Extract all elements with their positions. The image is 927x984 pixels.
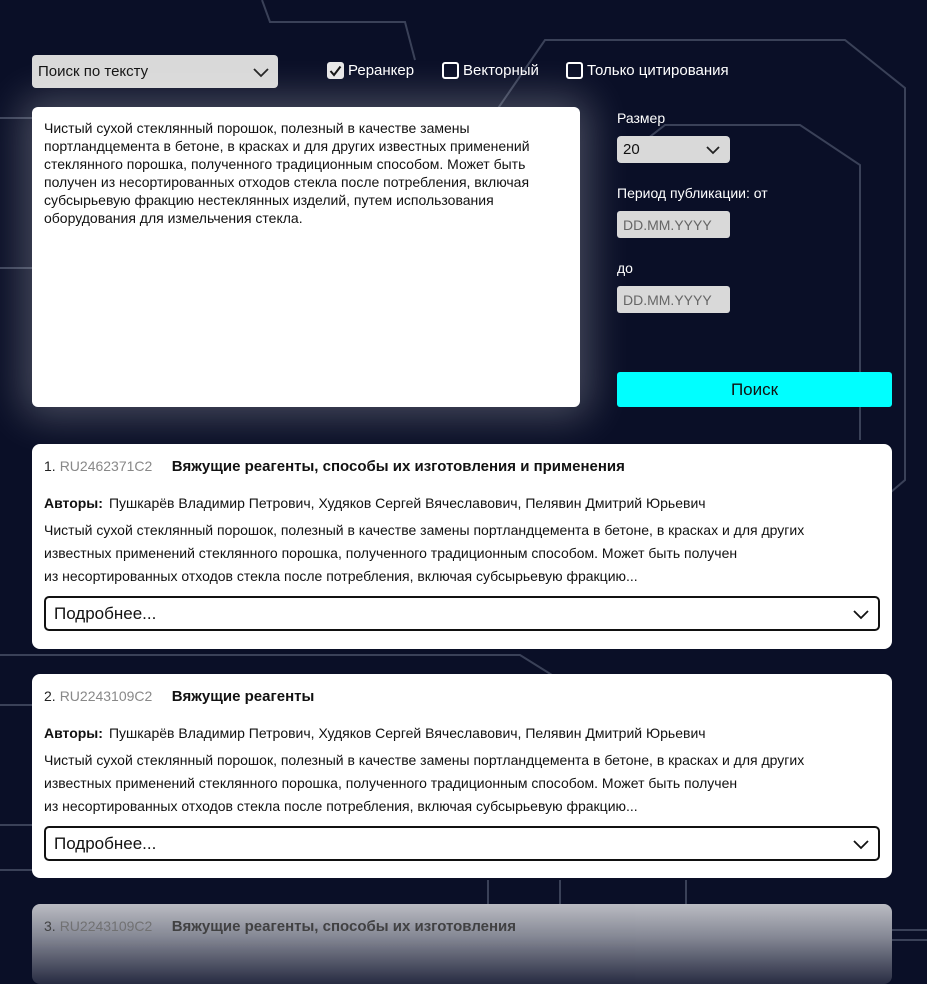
vector-checkbox[interactable] — [442, 62, 539, 79]
size-label: Размер — [617, 110, 666, 126]
date-to-input[interactable]: DD.MM.YYYY — [617, 286, 730, 313]
authors-label: Авторы: — [44, 725, 103, 741]
result-number: 1. — [44, 458, 56, 474]
citations-only-label: Только цитирования — [587, 62, 729, 79]
period-to-label: до — [617, 260, 633, 276]
result-title[interactable]: Вяжущие реагенты, способы их изготовления и применения — [171, 458, 625, 475]
result-card — [32, 904, 892, 984]
result-number: 3. — [44, 918, 56, 934]
checkbox-checked-icon — [327, 62, 344, 79]
date-from-input[interactable]: DD.MM.YYYY — [617, 211, 730, 238]
search-mode-value: Поиск по тексту — [38, 63, 149, 80]
search-button[interactable]: Поиск — [617, 372, 892, 407]
query-textarea[interactable]: Чистый сухой стеклянный порошок, полезный в качестве замены портландцемента в бетоне, в красках и для других известных применений стеклянного порошка, полученного традиционным способом. Может быть получен из несортированных отходов стекла после потребления, включая субсырьевую фракцию нестеклянных изделий, путем использования оборудования для измельчения стекла. — [32, 107, 580, 407]
checkbox-unchecked-icon — [442, 62, 459, 79]
chevron-down-icon — [704, 144, 722, 156]
result-number: 2. — [44, 688, 56, 704]
size-value: 20 — [623, 141, 640, 158]
result-id[interactable]: RU2243109C2 — [59, 918, 153, 934]
reranker-checkbox[interactable] — [327, 62, 414, 79]
result-title[interactable]: Вяжущие реагенты — [171, 688, 315, 705]
details-dropdown[interactable]: Подробнее... — [44, 826, 880, 861]
chevron-down-icon — [852, 838, 870, 850]
result-title[interactable]: Вяжущие реагенты, способы их изготовления — [171, 918, 517, 935]
result-id[interactable]: RU2462371C2 — [59, 458, 153, 474]
vector-label: Векторный — [463, 62, 539, 79]
checkbox-unchecked-icon — [566, 62, 583, 79]
authors: Пушкарёв Владимир Петрович, Худяков Сергей Вячеславович, Пелявин Дмитрий Юрьевич — [108, 495, 706, 511]
authors: Пушкарёв Владимир Петрович, Худяков Сергей Вячеславович, Пелявин Дмитрий Юрьевич — [108, 725, 706, 741]
details-dropdown[interactable]: Подробнее... — [44, 596, 880, 631]
chevron-down-icon — [252, 66, 270, 78]
size-select[interactable] — [617, 136, 730, 163]
result-card — [32, 444, 892, 649]
period-from-label: Период публикации: от — [617, 185, 768, 201]
search-mode-select[interactable] — [32, 55, 278, 88]
result-id[interactable]: RU2243109C2 — [59, 688, 153, 704]
chevron-down-icon — [852, 608, 870, 620]
authors-label: Авторы: — [44, 495, 103, 511]
result-abstract: Чистый сухой стеклянный порошок, полезный в качестве замены портландцемента в бетоне, в красках и для других известных применений стеклянного порошка, полученного традиционным способом. Может быть получен из несортированных отходов стекла после потребления, включая субсырьевую фракцию... — [44, 522, 805, 584]
reranker-label: Реранкер — [348, 62, 415, 79]
result-card — [32, 674, 892, 878]
citations-only-checkbox[interactable] — [566, 62, 729, 79]
result-abstract: Чистый сухой стеклянный порошок, полезный в качестве замены портландцемента в бетоне, в красках и для других известных применений стеклянного порошка, полученного традиционным способом. Может быть получен из несортированных отходов стекла после потребления, включая субсырьевую фракцию... — [44, 752, 805, 814]
